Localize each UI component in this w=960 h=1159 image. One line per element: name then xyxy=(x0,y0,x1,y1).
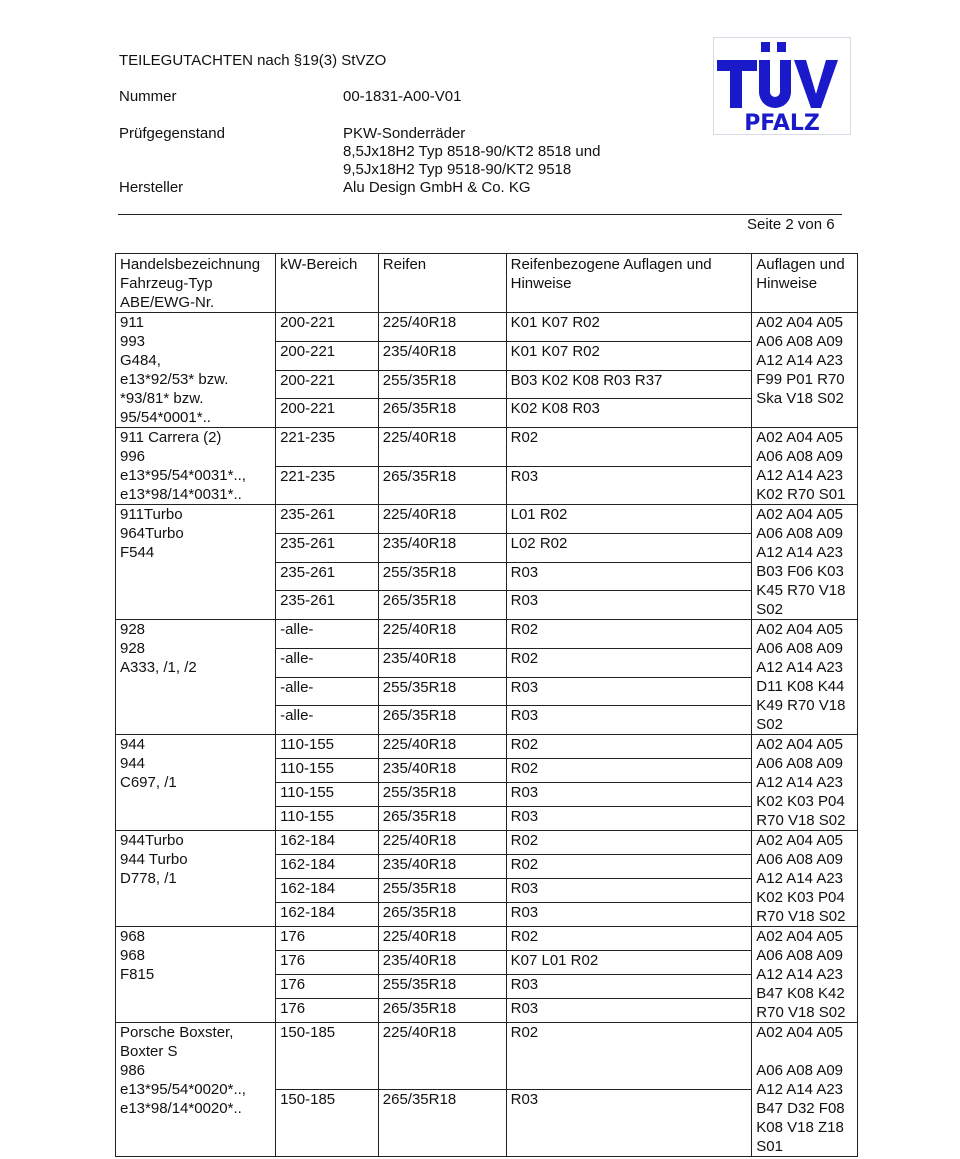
header-rule xyxy=(118,214,842,215)
kw-cell: 200-221 xyxy=(276,341,379,370)
tuev-pfalz-logo xyxy=(713,37,851,135)
auflagen-cell xyxy=(752,831,858,927)
auflagen-line: S02 xyxy=(756,601,783,618)
kw-cell: 176 xyxy=(276,951,379,975)
table-header-row xyxy=(116,254,858,313)
kw-cell: -alle- xyxy=(276,620,379,649)
tire-hint-cell: R02 xyxy=(506,927,752,951)
tuev-logo-graphic xyxy=(714,38,850,134)
vehicle-line: 928 xyxy=(120,621,146,638)
auflagen-line: A12 A14 A23 xyxy=(756,467,844,484)
auflagen-line: A02 A04 A05 xyxy=(756,1024,844,1041)
auflagen-line: D11 K08 K44 xyxy=(756,678,845,695)
auflagen-line: A06 A08 A09 xyxy=(756,448,844,465)
tire-cell: 265/35R18 xyxy=(378,706,506,735)
table-row xyxy=(116,735,858,759)
tire-cell: 225/40R18 xyxy=(378,313,506,342)
vehicle-line: e13*98/14*0020*.. xyxy=(120,1100,242,1117)
auflagen-line: A12 A14 A23 xyxy=(756,352,844,369)
vehicle-cell xyxy=(116,428,276,505)
hersteller-value: Alu Design GmbH & Co. KG xyxy=(343,179,531,196)
tire-cell: 225/40R18 xyxy=(378,428,506,467)
header-tire: Reifen xyxy=(378,254,506,313)
auflagen-line: K08 V18 Z18 xyxy=(756,1119,844,1136)
tire-hint-cell: R03 xyxy=(506,975,752,999)
vehicle-line: 944 Turbo xyxy=(120,851,188,868)
auflagen-line: A12 A14 A23 xyxy=(756,774,844,791)
auflagen-line: Ska V18 S02 xyxy=(756,390,844,407)
tire-cell: 235/40R18 xyxy=(378,648,506,677)
vehicle-line: *93/81* bzw. xyxy=(120,390,204,407)
table-row xyxy=(116,505,858,534)
auflagen-line: A02 A04 A05 xyxy=(756,736,844,753)
auflagen-line: A02 A04 A05 xyxy=(756,621,844,638)
kw-cell: 150-185 xyxy=(276,1023,379,1090)
kw-cell: 176 xyxy=(276,999,379,1023)
auflagen-cell xyxy=(752,927,858,1023)
tire-cell: 265/35R18 xyxy=(378,466,506,505)
tire-hint-cell: R03 xyxy=(506,591,752,620)
auflagen-line: K02 R70 S01 xyxy=(756,486,846,503)
kw-cell: 162-184 xyxy=(276,903,379,927)
auflagen-line: A06 A08 A09 xyxy=(756,851,844,868)
vehicle-line: 986 xyxy=(120,1062,146,1079)
vehicle-line: 944 xyxy=(120,755,146,772)
auflagen-cell xyxy=(752,1023,858,1157)
auflagen-line: A06 A08 A09 xyxy=(756,1062,844,1079)
kw-cell: -alle- xyxy=(276,648,379,677)
vehicle-cell xyxy=(116,831,276,927)
auflagen-line: A02 A04 A05 xyxy=(756,429,844,446)
pruefgegenstand-label: Prüfgegenstand xyxy=(119,125,225,142)
kw-cell: 221-235 xyxy=(276,466,379,505)
tire-cell: 225/40R18 xyxy=(378,927,506,951)
vehicle-line: 964Turbo xyxy=(120,525,184,542)
tire-hint-cell: R02 xyxy=(506,1023,752,1090)
vehicle-line: 911Turbo xyxy=(120,506,183,523)
tire-cell: 265/35R18 xyxy=(378,1090,506,1157)
tire-hint-cell: R03 xyxy=(506,677,752,706)
tire-hint-cell: R03 xyxy=(506,706,752,735)
kw-cell: 200-221 xyxy=(276,399,379,428)
vehicle-line: 911 Carrera (2) xyxy=(120,429,222,446)
tire-hint-cell: R03 xyxy=(506,807,752,831)
header-vehicle-line: ABE/EWG-Nr. xyxy=(120,294,215,311)
vehicle-line: A333, /1, /2 xyxy=(120,659,197,676)
header-kw: kW-Bereich xyxy=(276,254,379,313)
pruefgegenstand-line-2: 8,5Jx18H2 Typ 8518-90/KT2 8518 und xyxy=(343,143,601,160)
tire-cell: 265/35R18 xyxy=(378,999,506,1023)
vehicle-line: 996 xyxy=(120,448,146,465)
kw-cell: 200-221 xyxy=(276,313,379,342)
tire-hint-cell: R03 xyxy=(506,783,752,807)
tire-cell: 255/35R18 xyxy=(378,783,506,807)
auflagen-line: A12 A14 A23 xyxy=(756,1081,844,1098)
auflagen-line: K02 K03 P04 xyxy=(756,889,845,906)
tire-hint-cell: L01 R02 xyxy=(506,505,752,534)
tire-cell: 225/40R18 xyxy=(378,1023,506,1090)
kw-cell: 162-184 xyxy=(276,879,379,903)
kw-cell: 221-235 xyxy=(276,428,379,467)
auflagen-line: S02 xyxy=(756,716,783,733)
header-vehicle-line: Handelsbezeichnung xyxy=(120,256,261,273)
tire-hint-cell: R02 xyxy=(506,855,752,879)
vehicle-line: 968 xyxy=(120,928,146,945)
auflagen-line: A12 A14 A23 xyxy=(756,659,844,676)
tire-cell: 265/35R18 xyxy=(378,399,506,428)
tire-cell: 225/40R18 xyxy=(378,505,506,534)
logo-pfalz-text: PFALZ xyxy=(744,111,820,134)
tire-cell: 235/40R18 xyxy=(378,951,506,975)
document-title: TEILEGUTACHTEN nach §19(3) StVZO xyxy=(119,52,387,69)
kw-cell: -alle- xyxy=(276,706,379,735)
auflagen-line: A06 A08 A09 xyxy=(756,947,844,964)
vehicle-line: Boxter S xyxy=(120,1043,178,1060)
kw-cell: -alle- xyxy=(276,677,379,706)
auflagen-line: K02 K03 P04 xyxy=(756,793,845,810)
auflagen-line: A12 A14 A23 xyxy=(756,966,844,983)
vehicle-cell xyxy=(116,620,276,735)
auflagen-line: B47 K08 K42 xyxy=(756,985,845,1002)
tire-hint-cell: R03 xyxy=(506,466,752,505)
auflagen-line: A02 A04 A05 xyxy=(756,314,844,331)
vehicle-line: F815 xyxy=(120,966,155,983)
wheel-approval-table xyxy=(115,253,858,1157)
tire-cell: 255/35R18 xyxy=(378,879,506,903)
kw-cell: 176 xyxy=(276,927,379,951)
tire-hint-cell: R03 xyxy=(506,999,752,1023)
tire-hint-cell: R02 xyxy=(506,648,752,677)
tire-cell: 225/40R18 xyxy=(378,620,506,649)
vehicle-line: Porsche Boxster, xyxy=(120,1024,234,1041)
pruefgegenstand-line-1: PKW-Sonderräder xyxy=(343,125,466,142)
tire-hint-cell: K02 K08 R03 xyxy=(506,399,752,428)
tire-cell: 235/40R18 xyxy=(378,533,506,562)
auflagen-line: F99 P01 R70 xyxy=(756,371,845,388)
auflagen-line: A06 A08 A09 xyxy=(756,333,844,350)
auflagen-line: K45 R70 V18 xyxy=(756,582,846,599)
table-row xyxy=(116,1023,858,1090)
auflagen-cell xyxy=(752,620,858,735)
auflagen-line: R70 V18 S02 xyxy=(756,908,846,925)
kw-cell: 200-221 xyxy=(276,370,379,399)
kw-cell: 110-155 xyxy=(276,783,379,807)
tire-hint-cell: R03 xyxy=(506,1090,752,1157)
table-row xyxy=(116,927,858,951)
vehicle-line: e13*95/54*0020*.., xyxy=(120,1081,246,1098)
vehicle-cell xyxy=(116,927,276,1023)
hersteller-label: Hersteller xyxy=(119,179,184,196)
header-aufl-line: Hinweise xyxy=(756,275,818,292)
tire-cell: 255/35R18 xyxy=(378,370,506,399)
tire-cell: 235/40R18 xyxy=(378,759,506,783)
vehicle-line: C697, /1 xyxy=(120,774,177,791)
header-aufl-line: Auflagen und xyxy=(756,256,845,273)
vehicle-line: 928 xyxy=(120,640,146,657)
tire-hint-cell: R02 xyxy=(506,428,752,467)
kw-cell: 162-184 xyxy=(276,855,379,879)
auflagen-line: A12 A14 A23 xyxy=(756,544,844,561)
tire-hint-cell: K01 K07 R02 xyxy=(506,313,752,342)
vehicle-line: F544 xyxy=(120,544,155,561)
kw-cell: 150-185 xyxy=(276,1090,379,1157)
header-hint-line: Reifenbezogene Auflagen und xyxy=(510,256,712,273)
vehicle-line: e13*95/54*0031*.., xyxy=(120,467,246,484)
tire-cell: 265/35R18 xyxy=(378,903,506,927)
vehicle-cell xyxy=(116,735,276,831)
tire-cell: 225/40R18 xyxy=(378,735,506,759)
table-row xyxy=(116,428,858,467)
auflagen-cell xyxy=(752,428,858,505)
vehicle-line: e13*98/14*0031*.. xyxy=(120,486,242,503)
kw-cell: 162-184 xyxy=(276,831,379,855)
header-hint-line: Hinweise xyxy=(510,275,572,292)
auflagen-line: B47 D32 F08 xyxy=(756,1100,845,1117)
kw-cell: 110-155 xyxy=(276,807,379,831)
tire-hint-cell: L02 R02 xyxy=(506,533,752,562)
tire-hint-cell: R02 xyxy=(506,831,752,855)
tire-cell: 255/35R18 xyxy=(378,975,506,999)
kw-cell: 235-261 xyxy=(276,591,379,620)
vehicle-line: 968 xyxy=(120,947,146,964)
vehicle-cell xyxy=(116,505,276,620)
header-hint xyxy=(506,254,752,313)
auflagen-cell xyxy=(752,735,858,831)
tire-hint-cell: B03 K02 K08 R03 R37 xyxy=(506,370,752,399)
auflagen-line: A06 A08 A09 xyxy=(756,640,844,657)
table-row xyxy=(116,620,858,649)
table-body xyxy=(116,313,858,1157)
tire-cell: 225/40R18 xyxy=(378,831,506,855)
tire-cell: 255/35R18 xyxy=(378,677,506,706)
tire-hint-cell: R02 xyxy=(506,735,752,759)
vehicle-line: 911 xyxy=(120,314,144,331)
header-vehicle-line: Fahrzeug-Typ xyxy=(120,275,213,292)
table-row xyxy=(116,831,858,855)
auflagen-line: K49 R70 V18 xyxy=(756,697,846,714)
table-row xyxy=(116,313,858,342)
vehicle-line: G484, xyxy=(120,352,161,369)
auflagen-line: A02 A04 A05 xyxy=(756,832,844,849)
tire-cell: 265/35R18 xyxy=(378,591,506,620)
auflagen-line xyxy=(756,1042,853,1061)
auflagen-line: A06 A08 A09 xyxy=(756,755,844,772)
kw-cell: 176 xyxy=(276,975,379,999)
tire-hint-cell: K07 L01 R02 xyxy=(506,951,752,975)
vehicle-line: e13*92/53* bzw. xyxy=(120,371,229,388)
vehicle-cell xyxy=(116,313,276,428)
auflagen-line: S01 xyxy=(756,1138,783,1155)
kw-cell: 235-261 xyxy=(276,505,379,534)
kw-cell: 110-155 xyxy=(276,759,379,783)
vehicle-line: D778, /1 xyxy=(120,870,177,887)
vehicle-line: 993 xyxy=(120,333,146,350)
tire-cell: 255/35R18 xyxy=(378,562,506,591)
auflagen-line: A12 A14 A23 xyxy=(756,870,844,887)
tire-hint-cell: R03 xyxy=(506,903,752,927)
auflagen-line: A02 A04 A05 xyxy=(756,928,844,945)
vehicle-line: 95/54*0001*.. xyxy=(120,409,211,426)
nummer-label: Nummer xyxy=(119,88,177,105)
nummer-value: 00-1831-A00-V01 xyxy=(343,88,462,105)
page-number: Seite 2 von 6 xyxy=(747,216,835,233)
kw-cell: 235-261 xyxy=(276,562,379,591)
tire-hint-cell: R02 xyxy=(506,759,752,783)
kw-cell: 110-155 xyxy=(276,735,379,759)
tire-cell: 235/40R18 xyxy=(378,341,506,370)
tire-hint-cell: R03 xyxy=(506,562,752,591)
vehicle-cell xyxy=(116,1023,276,1157)
tire-cell: 235/40R18 xyxy=(378,855,506,879)
tire-hint-cell: K01 K07 R02 xyxy=(506,341,752,370)
tire-cell: 265/35R18 xyxy=(378,807,506,831)
auflagen-line: B03 F06 K03 xyxy=(756,563,844,580)
header-aufl xyxy=(752,254,858,313)
tire-hint-cell: R03 xyxy=(506,879,752,903)
vehicle-line: 944Turbo xyxy=(120,832,184,849)
pruefgegenstand-line-3: 9,5Jx18H2 Typ 9518-90/KT2 9518 xyxy=(343,161,572,178)
header-vehicle xyxy=(116,254,276,313)
vehicle-line: 944 xyxy=(120,736,146,753)
auflagen-cell xyxy=(752,505,858,620)
auflagen-cell xyxy=(752,313,858,428)
kw-cell: 235-261 xyxy=(276,533,379,562)
auflagen-line: R70 V18 S02 xyxy=(756,812,846,829)
auflagen-line: A06 A08 A09 xyxy=(756,525,844,542)
auflagen-line: R70 V18 S02 xyxy=(756,1004,846,1021)
auflagen-line: A02 A04 A05 xyxy=(756,506,844,523)
tire-hint-cell: R02 xyxy=(506,620,752,649)
